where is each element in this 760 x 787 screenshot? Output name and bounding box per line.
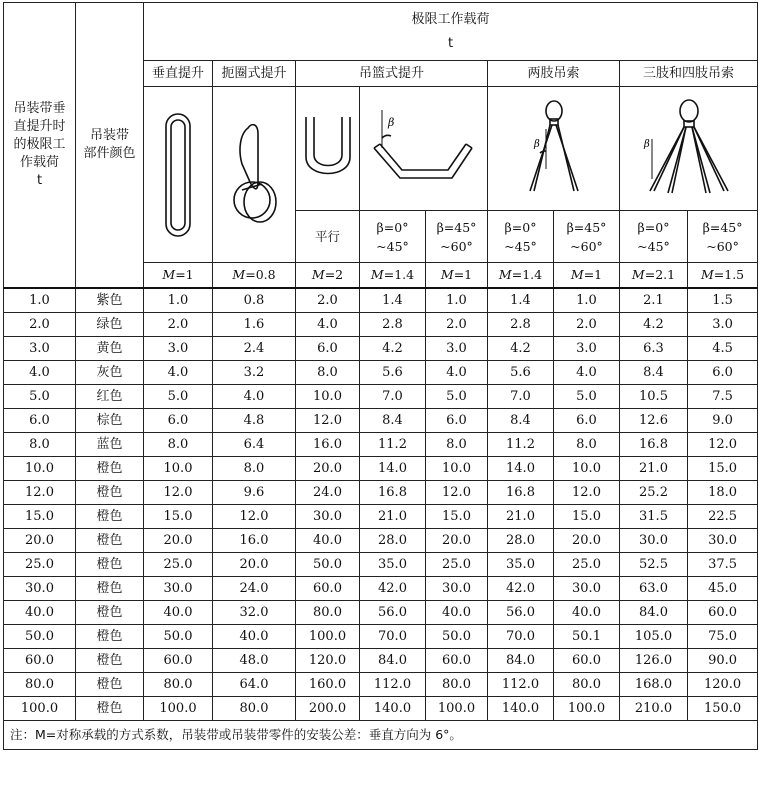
cell-value: 15.0 <box>554 505 620 529</box>
angle-cell-1: β=0° ~45° <box>360 211 426 263</box>
cell-value: 25.2 <box>620 481 688 505</box>
cell-value: 12.0 <box>144 481 213 505</box>
cell-wll: 80.0 <box>4 673 76 697</box>
cell-value: 20.0 <box>296 457 360 481</box>
cell-value: 15.0 <box>688 457 758 481</box>
cell-value: 5.0 <box>144 385 213 409</box>
cell-value: 40.0 <box>296 529 360 553</box>
cell-value: 28.0 <box>488 529 554 553</box>
svg-text:β: β <box>643 138 650 150</box>
cell-value: 52.5 <box>620 553 688 577</box>
cell-color: 橙色 <box>76 625 144 649</box>
cell-color: 橙色 <box>76 553 144 577</box>
cell-value: 30.0 <box>144 577 213 601</box>
cell-value: 2.8 <box>360 313 426 337</box>
cell-value: 20.0 <box>554 529 620 553</box>
cell-value: 210.0 <box>620 697 688 721</box>
cell-value: 4.0 <box>554 361 620 385</box>
table-note: 注：M=对称承载的方式系数，吊装带或吊装带零件的安装公差：垂直方向为 6°。 <box>4 721 758 750</box>
cell-value: 3.0 <box>144 337 213 361</box>
cell-wll: 8.0 <box>4 433 76 457</box>
cell-value: 16.8 <box>360 481 426 505</box>
table-row <box>4 505 758 529</box>
m-factor-cell: M=1 <box>144 263 213 289</box>
cell-value: 4.8 <box>213 409 296 433</box>
cell-value: 1.0 <box>144 288 213 313</box>
table-row <box>4 313 758 337</box>
cell-value: 9.0 <box>688 409 758 433</box>
cell-color: 橙色 <box>76 673 144 697</box>
cell-wll: 60.0 <box>4 649 76 673</box>
cell-value: 25.0 <box>554 553 620 577</box>
cell-value: 4.5 <box>688 337 758 361</box>
cell-value: 6.0 <box>144 409 213 433</box>
cell-value: 80.0 <box>296 601 360 625</box>
method-choke: 扼圈式提升 <box>213 61 296 87</box>
cell-value: 70.0 <box>360 625 426 649</box>
cell-value: 105.0 <box>620 625 688 649</box>
cell-wll: 20.0 <box>4 529 76 553</box>
table-row <box>4 625 758 649</box>
cell-value: 21.0 <box>360 505 426 529</box>
cell-value: 3.0 <box>426 337 488 361</box>
cell-value: 10.0 <box>144 457 213 481</box>
cell-value: 4.2 <box>620 313 688 337</box>
svg-text:β: β <box>387 115 394 129</box>
cell-color: 橙色 <box>76 697 144 721</box>
method-three-four-leg: 三肢和四肢吊索 <box>620 61 758 87</box>
table-row <box>4 649 758 673</box>
basket-parallel-icon <box>300 109 356 189</box>
cell-value: 28.0 <box>360 529 426 553</box>
cell-value: 160.0 <box>296 673 360 697</box>
cell-value: 2.0 <box>554 313 620 337</box>
cell-value: 112.0 <box>360 673 426 697</box>
cell-value: 8.0 <box>554 433 620 457</box>
cell-value: 1.5 <box>688 288 758 313</box>
cell-value: 4.2 <box>488 337 554 361</box>
diagram-two-leg <box>488 87 620 211</box>
cell-value: 10.0 <box>296 385 360 409</box>
basket-angled-icon <box>364 104 484 194</box>
cell-value: 6.0 <box>426 409 488 433</box>
m-factor-cell: M=2.1 <box>620 263 688 289</box>
cell-value: 4.0 <box>426 361 488 385</box>
cell-value: 24.0 <box>213 577 296 601</box>
cell-value: 84.0 <box>620 601 688 625</box>
cell-value: 100.0 <box>144 697 213 721</box>
cell-wll: 6.0 <box>4 409 76 433</box>
cell-value: 40.0 <box>554 601 620 625</box>
cell-color: 橙色 <box>76 649 144 673</box>
two-leg-sling-icon <box>494 99 614 199</box>
cell-value: 7.5 <box>688 385 758 409</box>
cell-value: 4.0 <box>144 361 213 385</box>
cell-value: 30.0 <box>688 529 758 553</box>
m-factor-cell: M=2 <box>296 263 360 289</box>
cell-color: 灰色 <box>76 361 144 385</box>
cell-value: 8.4 <box>620 361 688 385</box>
cell-value: 15.0 <box>144 505 213 529</box>
cell-value: 12.6 <box>620 409 688 433</box>
multi-leg-sling-icon <box>624 99 754 199</box>
cell-value: 140.0 <box>360 697 426 721</box>
cell-value: 50.0 <box>296 553 360 577</box>
cell-color: 橙色 <box>76 505 144 529</box>
cell-value: 16.8 <box>488 481 554 505</box>
cell-value: 60.0 <box>554 649 620 673</box>
diagram-basket-parallel <box>296 87 360 211</box>
cell-value: 2.0 <box>144 313 213 337</box>
cell-value: 45.0 <box>688 577 758 601</box>
m-factor-cell: M=1.4 <box>488 263 554 289</box>
cell-value: 5.6 <box>488 361 554 385</box>
sub-parallel: 平行 <box>296 211 360 263</box>
working-load-limit-table <box>3 2 758 750</box>
svg-text:β: β <box>533 138 540 150</box>
cell-value: 8.4 <box>488 409 554 433</box>
cell-color: 绿色 <box>76 313 144 337</box>
cell-color: 橙色 <box>76 577 144 601</box>
m-factor-cell: M=1 <box>426 263 488 289</box>
cell-value: 12.0 <box>426 481 488 505</box>
cell-value: 2.1 <box>620 288 688 313</box>
cell-value: 126.0 <box>620 649 688 673</box>
cell-value: 5.6 <box>360 361 426 385</box>
table-row <box>4 553 758 577</box>
header-main-title: 极限工作载荷 t <box>144 3 758 61</box>
diagram-vertical <box>144 87 213 263</box>
cell-color: 红色 <box>76 385 144 409</box>
cell-value: 12.0 <box>554 481 620 505</box>
choke-hitch-icon <box>224 110 284 240</box>
cell-color: 橙色 <box>76 457 144 481</box>
table-row <box>4 288 758 313</box>
method-vertical: 垂直提升 <box>144 61 213 87</box>
cell-value: 12.0 <box>688 433 758 457</box>
cell-value: 6.3 <box>620 337 688 361</box>
cell-value: 4.0 <box>296 313 360 337</box>
cell-value: 32.0 <box>213 601 296 625</box>
cell-value: 3.0 <box>554 337 620 361</box>
cell-value: 56.0 <box>488 601 554 625</box>
cell-value: 3.0 <box>688 313 758 337</box>
cell-value: 12.0 <box>213 505 296 529</box>
cell-value: 50.0 <box>426 625 488 649</box>
vertical-sling-icon <box>158 110 198 240</box>
cell-value: 42.0 <box>360 577 426 601</box>
cell-value: 14.0 <box>488 457 554 481</box>
cell-value: 6.4 <box>213 433 296 457</box>
cell-value: 8.0 <box>213 457 296 481</box>
m-factor-cell: M=0.8 <box>213 263 296 289</box>
cell-value: 40.0 <box>144 601 213 625</box>
table-row <box>4 601 758 625</box>
cell-value: 84.0 <box>488 649 554 673</box>
cell-value: 10.0 <box>426 457 488 481</box>
cell-color: 橙色 <box>76 601 144 625</box>
cell-value: 8.0 <box>426 433 488 457</box>
cell-value: 100.0 <box>296 625 360 649</box>
cell-value: 4.0 <box>213 385 296 409</box>
cell-value: 5.0 <box>554 385 620 409</box>
cell-wll: 50.0 <box>4 625 76 649</box>
cell-value: 15.0 <box>426 505 488 529</box>
cell-value: 1.4 <box>360 288 426 313</box>
diagram-basket-angled <box>360 87 488 211</box>
cell-value: 75.0 <box>688 625 758 649</box>
cell-wll: 5.0 <box>4 385 76 409</box>
table-row <box>4 457 758 481</box>
table-row <box>4 409 758 433</box>
angle-cell-5: β=0° ~45° <box>620 211 688 263</box>
cell-value: 80.0 <box>144 673 213 697</box>
cell-value: 10.0 <box>554 457 620 481</box>
cell-value: 30.0 <box>426 577 488 601</box>
cell-value: 30.0 <box>554 577 620 601</box>
cell-value: 90.0 <box>688 649 758 673</box>
method-basket: 吊篮式提升 <box>296 61 488 87</box>
cell-value: 60.0 <box>688 601 758 625</box>
cell-value: 2.0 <box>426 313 488 337</box>
table-row <box>4 673 758 697</box>
cell-value: 60.0 <box>296 577 360 601</box>
cell-value: 18.0 <box>688 481 758 505</box>
cell-value: 20.0 <box>144 529 213 553</box>
cell-value: 112.0 <box>488 673 554 697</box>
cell-value: 50.0 <box>144 625 213 649</box>
cell-wll: 30.0 <box>4 577 76 601</box>
cell-value: 3.2 <box>213 361 296 385</box>
cell-value: 7.0 <box>488 385 554 409</box>
cell-wll: 25.0 <box>4 553 76 577</box>
cell-value: 11.2 <box>488 433 554 457</box>
cell-value: 42.0 <box>488 577 554 601</box>
cell-value: 8.0 <box>144 433 213 457</box>
cell-value: 100.0 <box>554 697 620 721</box>
cell-value: 22.5 <box>688 505 758 529</box>
method-two-leg: 两肢吊索 <box>488 61 620 87</box>
cell-value: 40.0 <box>426 601 488 625</box>
cell-wll: 40.0 <box>4 601 76 625</box>
load-table-container <box>3 2 757 750</box>
cell-color: 黄色 <box>76 337 144 361</box>
cell-value: 80.0 <box>426 673 488 697</box>
table-row <box>4 577 758 601</box>
cell-value: 56.0 <box>360 601 426 625</box>
table-row <box>4 697 758 721</box>
cell-value: 150.0 <box>688 697 758 721</box>
cell-value: 25.0 <box>144 553 213 577</box>
cell-wll: 3.0 <box>4 337 76 361</box>
m-factor-cell: M=1.5 <box>688 263 758 289</box>
cell-value: 120.0 <box>688 673 758 697</box>
cell-value: 8.0 <box>296 361 360 385</box>
diagram-choke <box>213 87 296 263</box>
cell-value: 63.0 <box>620 577 688 601</box>
cell-wll: 2.0 <box>4 313 76 337</box>
cell-value: 30.0 <box>620 529 688 553</box>
cell-value: 1.0 <box>554 288 620 313</box>
cell-value: 84.0 <box>360 649 426 673</box>
cell-wll: 12.0 <box>4 481 76 505</box>
diagram-three-four-leg <box>620 87 758 211</box>
cell-wll: 100.0 <box>4 697 76 721</box>
table-row <box>4 481 758 505</box>
cell-value: 24.0 <box>296 481 360 505</box>
cell-value: 9.6 <box>213 481 296 505</box>
cell-value: 8.4 <box>360 409 426 433</box>
cell-value: 12.0 <box>296 409 360 433</box>
cell-value: 10.5 <box>620 385 688 409</box>
cell-value: 11.2 <box>360 433 426 457</box>
cell-value: 48.0 <box>213 649 296 673</box>
cell-wll: 15.0 <box>4 505 76 529</box>
cell-value: 50.1 <box>554 625 620 649</box>
cell-value: 37.5 <box>688 553 758 577</box>
table-row <box>4 361 758 385</box>
cell-color: 橙色 <box>76 529 144 553</box>
cell-value: 16.0 <box>296 433 360 457</box>
cell-value: 2.0 <box>296 288 360 313</box>
cell-value: 140.0 <box>488 697 554 721</box>
angle-cell-2: β=45° ~60° <box>426 211 488 263</box>
cell-color: 紫色 <box>76 288 144 313</box>
cell-value: 25.0 <box>426 553 488 577</box>
cell-value: 7.0 <box>360 385 426 409</box>
cell-value: 4.2 <box>360 337 426 361</box>
table-row <box>4 433 758 457</box>
cell-value: 168.0 <box>620 673 688 697</box>
cell-color: 棕色 <box>76 409 144 433</box>
cell-value: 16.8 <box>620 433 688 457</box>
angle-cell-4: β=45° ~60° <box>554 211 620 263</box>
cell-value: 6.0 <box>554 409 620 433</box>
cell-value: 5.0 <box>426 385 488 409</box>
cell-value: 1.6 <box>213 313 296 337</box>
cell-value: 20.0 <box>426 529 488 553</box>
cell-value: 1.0 <box>426 288 488 313</box>
cell-value: 80.0 <box>554 673 620 697</box>
cell-value: 16.0 <box>213 529 296 553</box>
cell-value: 0.8 <box>213 288 296 313</box>
table-row <box>4 385 758 409</box>
cell-value: 21.0 <box>488 505 554 529</box>
cell-wll: 10.0 <box>4 457 76 481</box>
angle-cell-3: β=0° ~45° <box>488 211 554 263</box>
cell-value: 20.0 <box>213 553 296 577</box>
cell-value: 60.0 <box>144 649 213 673</box>
cell-value: 2.8 <box>488 313 554 337</box>
cell-value: 35.0 <box>360 553 426 577</box>
header-vertical-wll: 吊装带垂 直提升时 的极限工 作载荷 t <box>4 3 76 289</box>
cell-value: 60.0 <box>426 649 488 673</box>
cell-wll: 1.0 <box>4 288 76 313</box>
cell-wll: 4.0 <box>4 361 76 385</box>
m-factor-cell: M=1.4 <box>360 263 426 289</box>
cell-value: 200.0 <box>296 697 360 721</box>
cell-value: 64.0 <box>213 673 296 697</box>
angle-cell-6: β=45° ~60° <box>688 211 758 263</box>
cell-value: 6.0 <box>688 361 758 385</box>
cell-value: 2.4 <box>213 337 296 361</box>
table-row <box>4 529 758 553</box>
table-row <box>4 337 758 361</box>
cell-value: 21.0 <box>620 457 688 481</box>
cell-value: 80.0 <box>213 697 296 721</box>
cell-color: 蓝色 <box>76 433 144 457</box>
header-color: 吊装带 部件颜色 <box>76 3 144 289</box>
cell-value: 30.0 <box>296 505 360 529</box>
cell-value: 14.0 <box>360 457 426 481</box>
cell-value: 40.0 <box>213 625 296 649</box>
table-body <box>4 288 758 721</box>
m-factor-cell: M=1 <box>554 263 620 289</box>
cell-value: 1.4 <box>488 288 554 313</box>
cell-color: 橙色 <box>76 481 144 505</box>
cell-value: 120.0 <box>296 649 360 673</box>
cell-value: 6.0 <box>296 337 360 361</box>
cell-value: 70.0 <box>488 625 554 649</box>
cell-value: 100.0 <box>426 697 488 721</box>
cell-value: 35.0 <box>488 553 554 577</box>
cell-value: 31.5 <box>620 505 688 529</box>
